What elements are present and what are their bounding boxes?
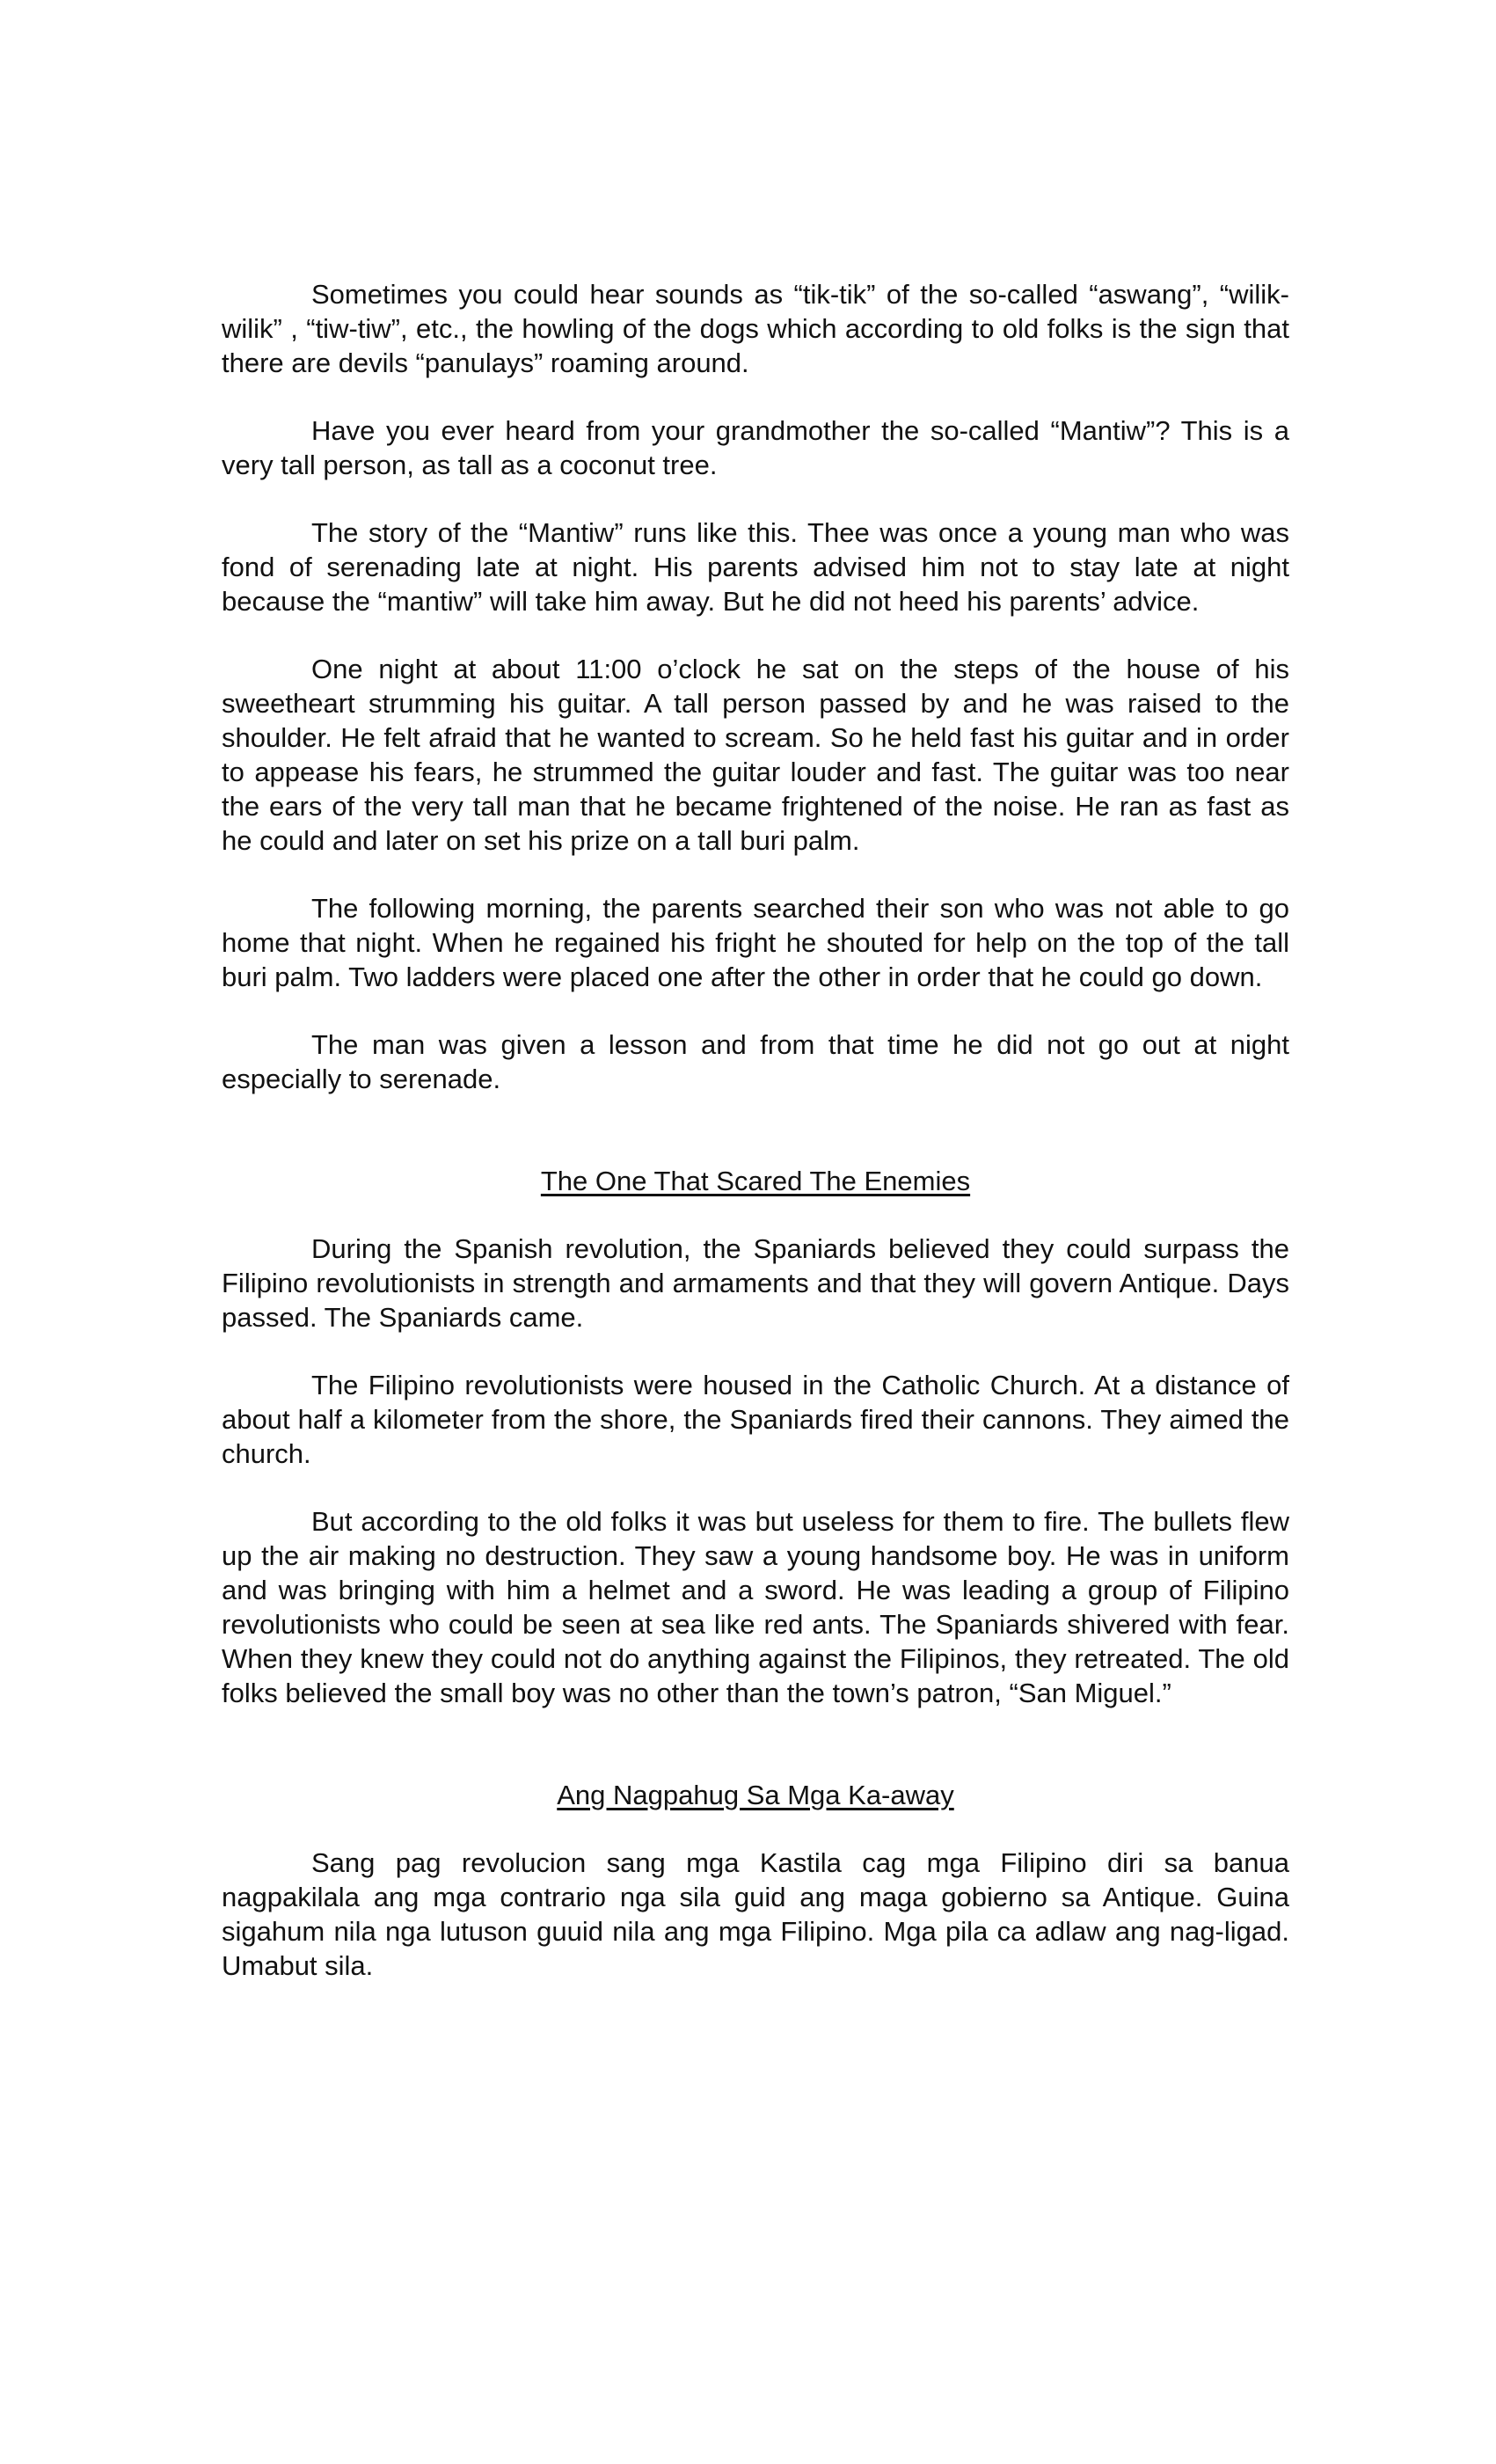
document-body [222, 277, 1289, 2016]
section-heading-ka-away: Ang Nagpahug Sa Mga Ka-away [557, 1780, 954, 1810]
paragraph-spanish-revolution: During the Spanish revolution, the Spaniards believed they could surpass the Filipino revolutionists in strength and armaments and that they will govern Antique. Days passed. The Spaniards came. [222, 1233, 1289, 1333]
section-heading-enemies: The One That Scared The Enemies [540, 1166, 971, 1196]
paragraph-lesson: The man was given a lesson and from that time he did not go out at night especially to serenade. [222, 1029, 1289, 1094]
paragraph-following-morning: The following morning, the parents searched their son who was not able to go home that night. When he regained his fright he shouted for help on the top of the tall buri palm. Two ladders were placed one after the other in order that he could go down. [222, 893, 1289, 992]
paragraph-revolucion: Sang pag revolucion sang mga Kastila cag mga Filipino diri sa banua nagpakilala ang mga contrario nga sila guid ang maga gobierno sa Antique. Guina sigahum nila nga lutuson guuid nila ang mga Filipino. Mga pila ca adlaw ang nag-ligad. Umabut sila. [222, 1847, 1289, 1981]
paragraph-night-guitar: One night at about 11:00 o’clock he sat on the steps of the house of his sweetheart strumming his guitar. A tall person passed by and he was raised to the shoulder. He felt afraid that he wanted to scream. So he held fast his guitar and in order to appease his fears, he strummed the guitar louder and fast. The guitar was too near the ears of the very tall man that he became frightened of the noise. He ran as fast as he could and later on set his prize on a tall buri palm. [222, 654, 1289, 856]
paragraph-mantiw-intro: Have you ever heard from your grandmother the so-called “Mantiw”? This is a very tall person, as tall as a coconut tree. [222, 415, 1289, 480]
paragraph-catholic-church: The Filipino revolutionists were housed in the Catholic Church. At a distance of about half a kilometer from the shore, the Spaniards fired their cannons. They aimed the church. [222, 1370, 1289, 1469]
paragraph-san-miguel: But according to the old folks it was but useless for them to fire. The bullets flew up the air making no destruction. They saw a young handsome boy. He was in uniform and was bringing with him a helmet and a sword. He was leading a group of Filipino revolutionists who could be seen at sea like red ants. The Spaniards shivered with fear. When they knew they could not do anything against the Filipinos, they retreated. The old folks believed the small boy was no other than the town’s patron, “San Miguel.” [222, 1506, 1289, 1708]
paragraph-sounds: Sometimes you could hear sounds as “tik-tik” of the so-called “aswang”, “wilik-wilik” , “tiw-tiw”, etc., the howling of the dogs which according to old folks is the sign that there are devils “panulays” roaming around. [222, 279, 1289, 378]
paragraph-mantiw-story: The story of the “Mantiw” runs like this. Thee was once a young man who was fond of serenading late at night. His parents advised him not to stay late at night because the “mantiw” will take him away. But he did not heed his parents’ advice. [222, 517, 1289, 617]
